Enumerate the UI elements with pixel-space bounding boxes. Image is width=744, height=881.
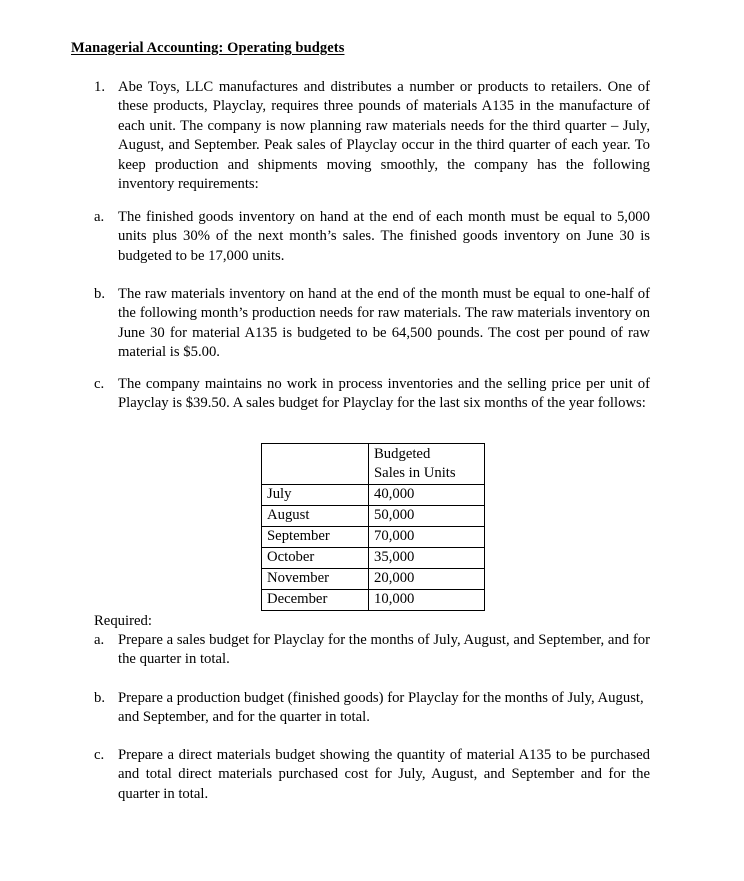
- table-cell-units: 20,000: [369, 569, 485, 590]
- required-a-marker: a.: [94, 632, 105, 648]
- table-body: [262, 485, 485, 611]
- problem-statement: [94, 78, 650, 194]
- table-cell-units: 35,000: [369, 548, 485, 569]
- table-head: [262, 444, 485, 485]
- required-c-marker: c.: [94, 747, 105, 763]
- assumption-b: [94, 285, 650, 363]
- table-cell-units: 50,000: [369, 506, 485, 527]
- required-label: Required:: [94, 613, 152, 629]
- assumption-b-marker: b.: [94, 286, 106, 302]
- budgeted-sales-table: [261, 443, 485, 611]
- required-item-a: [94, 631, 650, 670]
- required-c-text: Prepare a direct materials budget showing the quantity of material A135 to be purchased and total direct materials purchased cost for July, August, and September and for the quarter in total.: [118, 747, 650, 802]
- assumption-c-text: The company maintains no work in process inventories and the selling price per unit of Playclay is $39.50. A sales budget for Playclay for the last six months of the year follows:: [118, 376, 650, 412]
- assumption-b-text: The raw materials inventory on hand at the end of the month must be equal to one-half of the following month’s production needs for raw materials. The raw materials inventory on June 30 for material A135 is budgeted to be 64,500 pounds. The cost per pound of raw material is $5.00.: [118, 286, 650, 361]
- table-header-budgeted-sales: [369, 444, 485, 485]
- table-cell-units: 70,000: [369, 527, 485, 548]
- table-cell-month: November: [262, 569, 369, 590]
- assumption-c-marker: c.: [94, 376, 105, 392]
- required-a-text: Prepare a sales budget for Playclay for the months of July, August, and September, and for the quarter in total.: [118, 632, 650, 668]
- assumption-item: [94, 375, 650, 414]
- table-cell-units: 10,000: [369, 590, 485, 611]
- table-header-row: [262, 444, 485, 485]
- table-cell-month: July: [262, 485, 369, 506]
- table-cell-units: 40,000: [369, 485, 485, 506]
- assumption-a: [94, 208, 650, 266]
- required-item: [94, 746, 650, 804]
- table-row: [262, 485, 485, 506]
- required-heading: [94, 612, 650, 631]
- table-row: [262, 569, 485, 590]
- table-row: [262, 506, 485, 527]
- assumption-item: [94, 285, 650, 363]
- problem-marker: 1.: [94, 79, 106, 95]
- table-cell-month: September: [262, 527, 369, 548]
- table-row: [262, 590, 485, 611]
- required-b-marker: b.: [94, 690, 106, 706]
- required-item: [94, 689, 650, 728]
- required-item: [94, 631, 650, 670]
- table-row: [262, 548, 485, 569]
- table-header-line-2: Sales in Units: [374, 465, 456, 481]
- problem-text: Abe Toys, LLC manufactures and distributes a number or products to retailers. One of these products, Playclay, requires three pounds of materials A135 in the manufacture of each unit. The company is now planning raw materials needs for the third quarter – July, August, and September. Peak sales of Playclay occur in the third quarter of each year. To keep production and shipments moving smoothly, the company has the following inventory requirements:: [118, 79, 650, 193]
- assumption-c: [94, 375, 650, 414]
- assumption-a-marker: a.: [94, 209, 105, 225]
- table-cell-month: October: [262, 548, 369, 569]
- assumption-a-text: The finished goods inventory on hand at the end of each month must be equal to 5,000 units plus 30% of the next month’s sales. The finished goods inventory on June 30 is budgeted to be 17,000 units.: [118, 209, 650, 264]
- assumption-item: [94, 208, 650, 266]
- table-header-line-1: Budgeted: [374, 446, 431, 462]
- budgeted-sales-table-wrapper: [261, 443, 485, 611]
- required-item-b: [94, 689, 650, 728]
- required-item-c: [94, 746, 650, 804]
- page-title: Managerial Accounting: Operating budgets: [71, 40, 345, 56]
- table-cell-month: August: [262, 506, 369, 527]
- required-b-text: Prepare a production budget (finished goods) for Playclay for the months of July, August, and September, and for the quarter in total.: [118, 690, 644, 726]
- table-corner-cell: [262, 444, 369, 485]
- problem-item: [94, 78, 650, 194]
- table-cell-month: December: [262, 590, 369, 611]
- table-row: [262, 527, 485, 548]
